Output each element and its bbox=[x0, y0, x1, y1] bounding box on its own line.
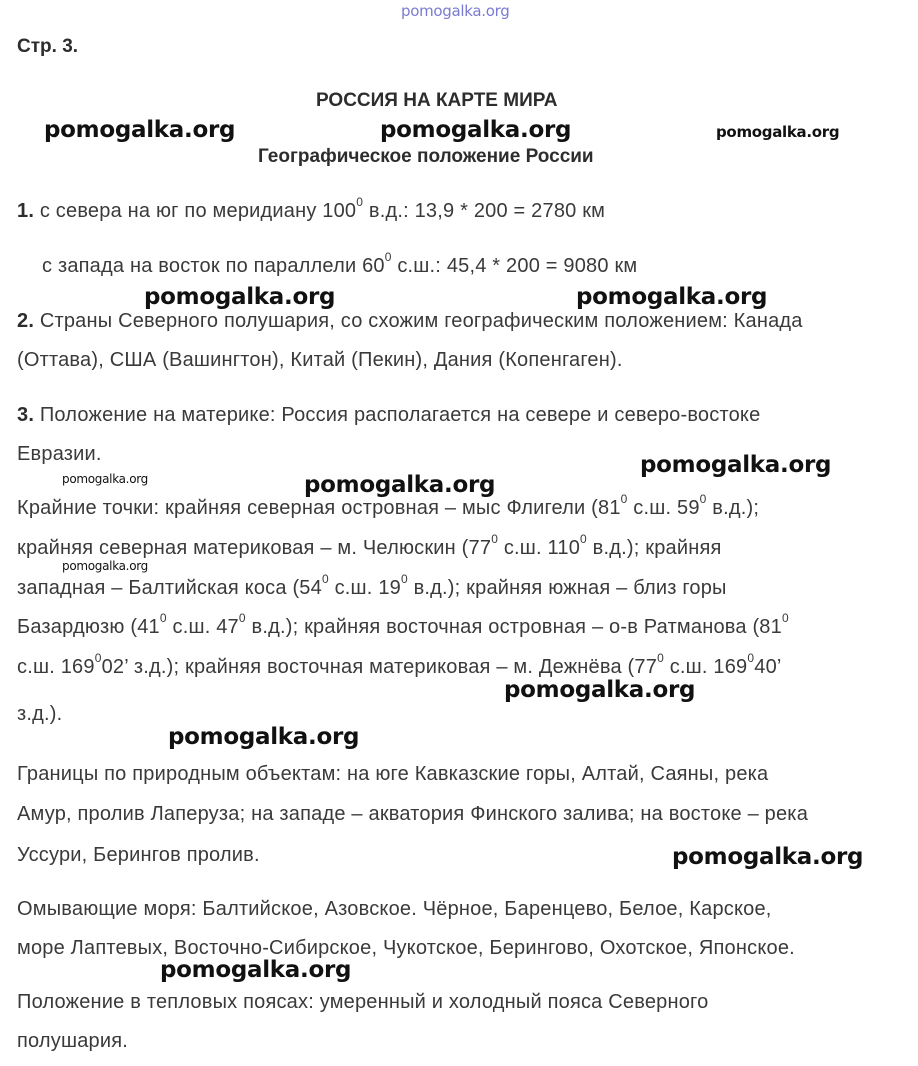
q3-line2: Евразии. bbox=[17, 443, 102, 465]
page-label: Стр. 3. bbox=[17, 36, 79, 57]
watermark: pomogalka.org bbox=[62, 472, 148, 486]
q3-line1 bbox=[17, 403, 760, 427]
degree-sign: 0 bbox=[400, 572, 408, 587]
zones-line2: полушария. bbox=[17, 1030, 129, 1052]
degree-sign: 0 bbox=[159, 611, 167, 626]
degree-sign: 0 bbox=[491, 532, 499, 547]
watermark: pomogalka.org bbox=[716, 123, 840, 141]
extreme-text: 40’ bbox=[754, 656, 782, 678]
degree-sign: 0 bbox=[356, 195, 364, 210]
q1-text-a: с севера на юг по меридиану 100 bbox=[34, 200, 357, 222]
degree-sign: 0 bbox=[580, 532, 587, 547]
watermark: pomogalka.org bbox=[144, 284, 336, 310]
watermark: pomogalka.org bbox=[304, 472, 496, 498]
extreme-text: крайняя северная материковая – м. Челюскин (77 bbox=[17, 537, 492, 559]
extreme-text: Базардюзю (41 bbox=[17, 616, 160, 638]
q2-line1 bbox=[17, 309, 803, 333]
degree-sign: 0 bbox=[699, 492, 707, 507]
q2-number: 2. bbox=[17, 310, 35, 332]
borders-line1: Границы по природным объектам: на юге Кавказские горы, Алтай, Саяны, река bbox=[17, 763, 769, 785]
degree-sign: 0 bbox=[384, 250, 392, 265]
extreme-text: 02’ з.д.); крайняя восточная материковая – м. Дежнёва (77 bbox=[101, 656, 658, 678]
watermark: pomogalka.org bbox=[44, 117, 236, 143]
q2-line2: (Оттава), США (Вашингтон), Китай (Пекин), Дания (Копенгаген). bbox=[17, 349, 623, 371]
watermark: pomogalka.org bbox=[62, 559, 148, 573]
extreme-line4 bbox=[17, 611, 789, 639]
q3-number: 3. bbox=[17, 404, 35, 426]
borders-line2: Амур, пролив Лаперуза; на западе – акватория Финского залива; на востоке – река bbox=[17, 803, 809, 825]
extreme-text: западная – Балтийская коса (54 bbox=[17, 577, 322, 599]
extreme-line1 bbox=[17, 492, 760, 520]
extreme-text: Крайние точки: крайняя северная островная – мыс Флигели (81 bbox=[17, 497, 621, 519]
q2-text-a: Страны Северного полушария, со схожим географическим положением: Канада bbox=[34, 310, 803, 332]
extreme-line3 bbox=[17, 572, 727, 600]
watermark-top: pomogalka.org bbox=[401, 2, 510, 20]
q3-text-a: Положение на материке: Россия располагается на севере и северо-востоке bbox=[34, 404, 761, 426]
degree-sign: 0 bbox=[238, 611, 246, 626]
extreme-text: в.д.); bbox=[706, 497, 760, 519]
degree-sign: 0 bbox=[620, 492, 628, 507]
degree-sign: 0 bbox=[781, 611, 789, 626]
watermark: pomogalka.org bbox=[640, 452, 832, 478]
page-subtitle: Географическое положение России bbox=[258, 146, 594, 167]
extreme-text: с.ш. 19 bbox=[328, 577, 401, 599]
extreme-text: с.ш. 169 bbox=[17, 656, 95, 678]
extreme-text: в.д.); крайняя bbox=[586, 537, 722, 559]
extreme-text: с.ш. 169 bbox=[663, 656, 748, 678]
watermark: pomogalka.org bbox=[380, 117, 572, 143]
extreme-text: с.ш. 59 bbox=[627, 497, 700, 519]
extreme-line5 bbox=[17, 651, 782, 679]
zones-line1: Положение в тепловых поясах: умеренный и холодный пояса Северного bbox=[17, 991, 709, 1013]
watermark: pomogalka.org bbox=[576, 284, 768, 310]
degree-sign: 0 bbox=[94, 651, 102, 666]
borders-line3: Уссури, Берингов пролив. bbox=[17, 844, 260, 866]
q1-text-b: в.д.: 13,9 * 200 = 2780 км bbox=[363, 200, 606, 222]
page-title: РОССИЯ НА КАРТЕ МИРА bbox=[316, 90, 558, 111]
q1-line1 bbox=[17, 195, 606, 223]
extreme-line2 bbox=[17, 532, 722, 560]
extreme-text: в.д.); крайняя южная – близ горы bbox=[407, 577, 727, 599]
q1-line2 bbox=[42, 250, 638, 278]
watermark: pomogalka.org bbox=[672, 844, 864, 870]
seas-line2: море Лаптевых, Восточно-Сибирское, Чукотское, Берингово, Охотское, Японское. bbox=[17, 937, 795, 959]
extreme-line6: з.д.). bbox=[17, 703, 63, 725]
watermark: pomogalka.org bbox=[168, 724, 360, 750]
extreme-text: с.ш. 47 bbox=[166, 616, 239, 638]
seas-line1: Омывающие моря: Балтийское, Азовское. Чёрное, Баренцево, Белое, Карское, bbox=[17, 898, 772, 920]
q1-number: 1. bbox=[17, 200, 35, 222]
degree-sign: 0 bbox=[657, 651, 664, 666]
watermark: pomogalka.org bbox=[160, 957, 352, 983]
q1-text-c: с запада на восток по параллели 60 bbox=[42, 255, 385, 277]
extreme-text: в.д.); крайняя восточная островная – о-в Ратманова (81 bbox=[245, 616, 782, 638]
extreme-text: с.ш. 110 bbox=[498, 537, 581, 559]
degree-sign: 0 bbox=[747, 651, 755, 666]
watermark: pomogalka.org bbox=[504, 677, 696, 703]
degree-sign: 0 bbox=[321, 572, 329, 587]
q1-text-d: с.ш.: 45,4 * 200 = 9080 км bbox=[391, 255, 638, 277]
